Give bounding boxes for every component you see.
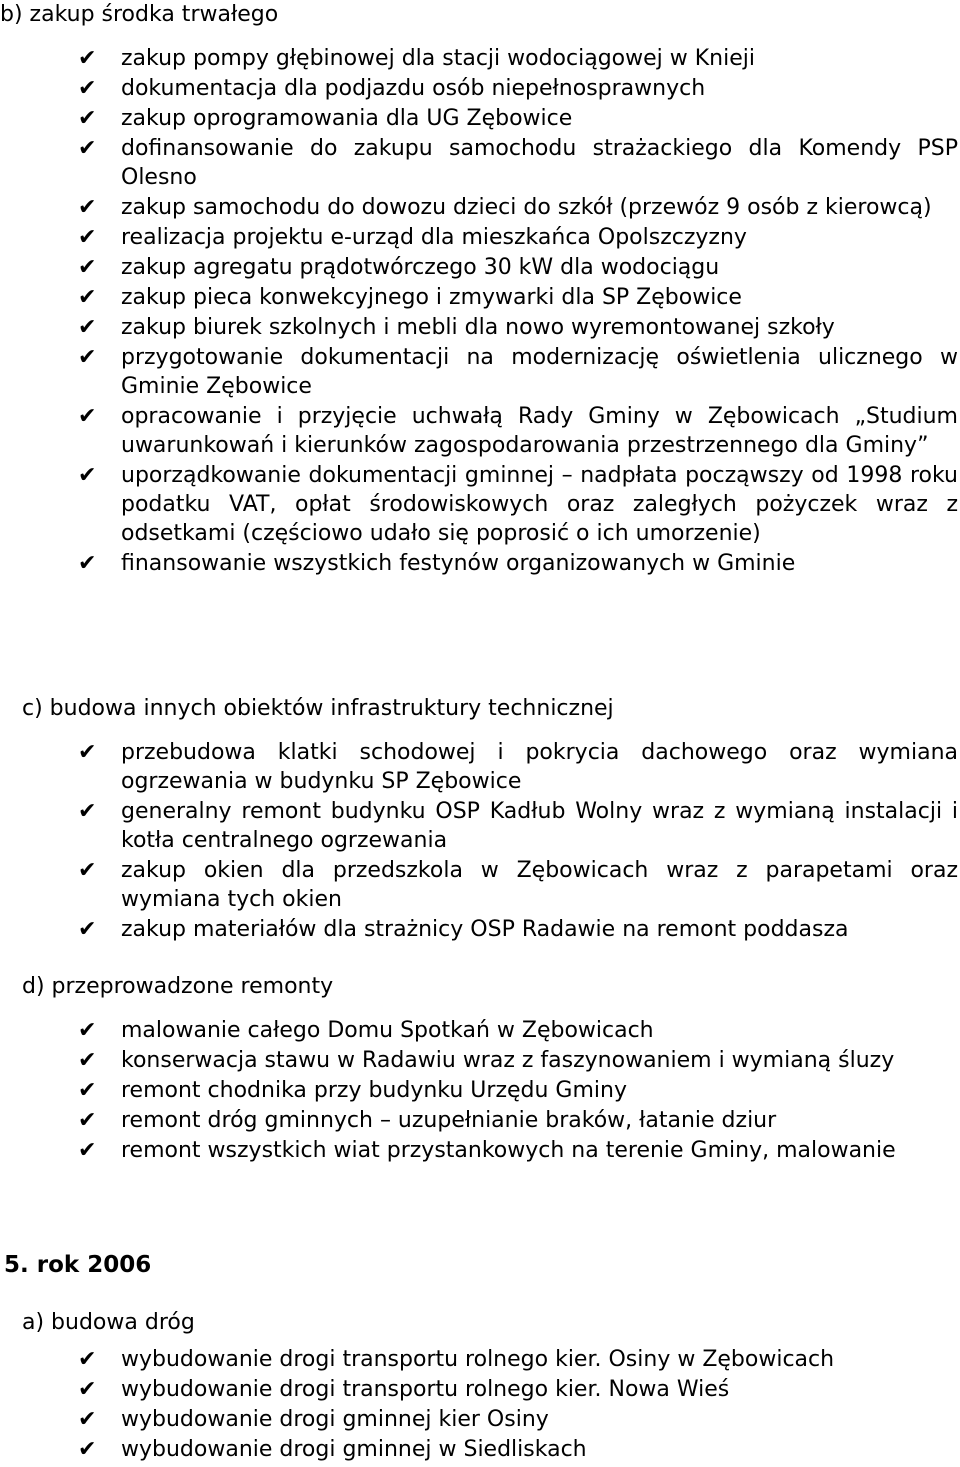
section-a-list — [0, 1345, 960, 1465]
checkmark-icon: ✔ — [78, 799, 97, 824]
checkmark-icon: ✔ — [78, 1048, 97, 1073]
list-item: ✔ dokumentacja dla podjazdu osób niepełnosprawnych — [78, 76, 706, 101]
checkmark-icon: ✔ — [78, 76, 97, 101]
checkmark-icon: ✔ — [78, 1437, 97, 1462]
section-b-heading: b) zakup środka trwałego — [0, 2, 279, 27]
list-item: ✔ wybudowanie drogi gminnej kier Osiny — [78, 1407, 549, 1432]
checkmark-icon: ✔ — [78, 345, 97, 370]
list-item: ✔ wybudowanie drogi transportu rolnego kier. Nowa Wieś — [78, 1377, 730, 1402]
checkmark-icon: ✔ — [78, 285, 97, 310]
checkmark-icon: ✔ — [78, 1108, 97, 1133]
section-d-list — [0, 1016, 960, 1166]
checkmark-icon: ✔ — [78, 225, 97, 250]
list-item: ✔ zakup samochodu do dowozu dzieci do szkół (przewóz 9 osób z kierowcą) — [78, 195, 932, 220]
list-item: ✔ opracowanie i przyjęcie uchwałą Rady Gminy w Zębowicach „Studium uwarunkowań i kierunków zagospodarowania przestrzennego dla Gminy” — [78, 404, 958, 458]
checkmark-icon: ✔ — [78, 1377, 97, 1402]
checkmark-icon: ✔ — [78, 858, 97, 883]
checkmark-icon: ✔ — [78, 1078, 97, 1103]
list-item: ✔ wybudowanie drogi gminnej w Siedliskach — [78, 1437, 587, 1462]
list-item: ✔ zakup okien dla przedszkola w Zębowicach wraz z parapetami oraz wymiana tych okien — [78, 858, 958, 912]
checkmark-icon: ✔ — [78, 463, 97, 488]
checkmark-icon: ✔ — [78, 195, 97, 220]
list-item: ✔ zakup oprogramowania dla UG Zębowice — [78, 106, 573, 131]
list-item: ✔ malowanie całego Domu Spotkań w Zębowicach — [78, 1018, 654, 1043]
list-item: ✔ zakup agregatu prądotwórczego 30 kW dla wodociągu — [78, 255, 720, 280]
list-item: ✔ konserwacja stawu w Radawiu wraz z faszynowaniem i wymianą śluzy — [78, 1048, 895, 1073]
checkmark-icon: ✔ — [78, 315, 97, 340]
list-item: ✔ remont wszystkich wiat przystankowych na terenie Gminy, malowanie — [78, 1138, 896, 1163]
list-item: ✔ remont dróg gminnych – uzupełnianie braków, łatanie dziur — [78, 1108, 777, 1133]
list-item: ✔ zakup pieca konwekcyjnego i zmywarki dla SP Zębowice — [78, 285, 742, 310]
checkmark-icon: ✔ — [78, 917, 97, 942]
checkmark-icon: ✔ — [78, 1018, 97, 1043]
checkmark-icon: ✔ — [78, 106, 97, 131]
section-c-heading: c) budowa innych obiektów infrastruktury technicznej — [22, 696, 614, 721]
list-item: ✔ przebudowa klatki schodowej i pokrycia dachowego oraz wymiana ogrzewania w budynku SP Zębowice — [78, 740, 958, 794]
section-c-list — [0, 738, 960, 945]
list-item: ✔ dofinansowanie do zakupu samochodu strażackiego dla Komendy PSP Olesno — [78, 136, 958, 190]
checkmark-icon: ✔ — [78, 1138, 97, 1163]
list-item: ✔ zakup materiałów dla strażnicy OSP Radawie na remont poddasza — [78, 917, 849, 942]
checkmark-icon: ✔ — [78, 551, 97, 576]
section-b-list — [0, 44, 960, 579]
list-item: ✔ finansowanie wszystkich festynów organizowanych w Gminie — [78, 551, 796, 576]
list-item: ✔ zakup pompy głębinowej dla stacji wodociągowej w Knieji — [78, 46, 755, 71]
checkmark-icon: ✔ — [78, 136, 97, 161]
checkmark-icon: ✔ — [78, 1347, 97, 1372]
checkmark-icon: ✔ — [78, 255, 97, 280]
section-d-heading: d) przeprowadzone remonty — [22, 974, 334, 999]
year-heading: 5. rok 2006 — [4, 1252, 152, 1278]
list-item: ✔ remont chodnika przy budynku Urzędu Gminy — [78, 1078, 627, 1103]
list-item: ✔ realizacja projektu e-urząd dla mieszkańca Opolszczyzny — [78, 225, 747, 250]
checkmark-icon: ✔ — [78, 46, 97, 71]
section-a-heading: a) budowa dróg — [22, 1310, 195, 1335]
list-item: ✔ przygotowanie dokumentacji na modernizację oświetlenia ulicznego w Gminie Zębowice — [78, 345, 958, 399]
list-item: ✔ zakup biurek szkolnych i mebli dla nowo wyremontowanej szkoły — [78, 315, 835, 340]
list-item: ✔ uporządkowanie dokumentacji gminnej – nadpłata począwszy od 1998 roku podatku VAT, opłat środowiskowych oraz zaległych pożyczek wraz z odsetkami (częściowo udało się poprosić o ich umorzenie) — [78, 463, 958, 546]
checkmark-icon: ✔ — [78, 1407, 97, 1432]
checkmark-icon: ✔ — [78, 404, 97, 429]
list-item: ✔ wybudowanie drogi transportu rolnego kier. Osiny w Zębowicach — [78, 1347, 835, 1372]
checkmark-icon: ✔ — [78, 740, 97, 765]
list-item: ✔ generalny remont budynku OSP Kadłub Wolny wraz z wymianą instalacji i kotła centralnego ogrzewania — [78, 799, 958, 853]
